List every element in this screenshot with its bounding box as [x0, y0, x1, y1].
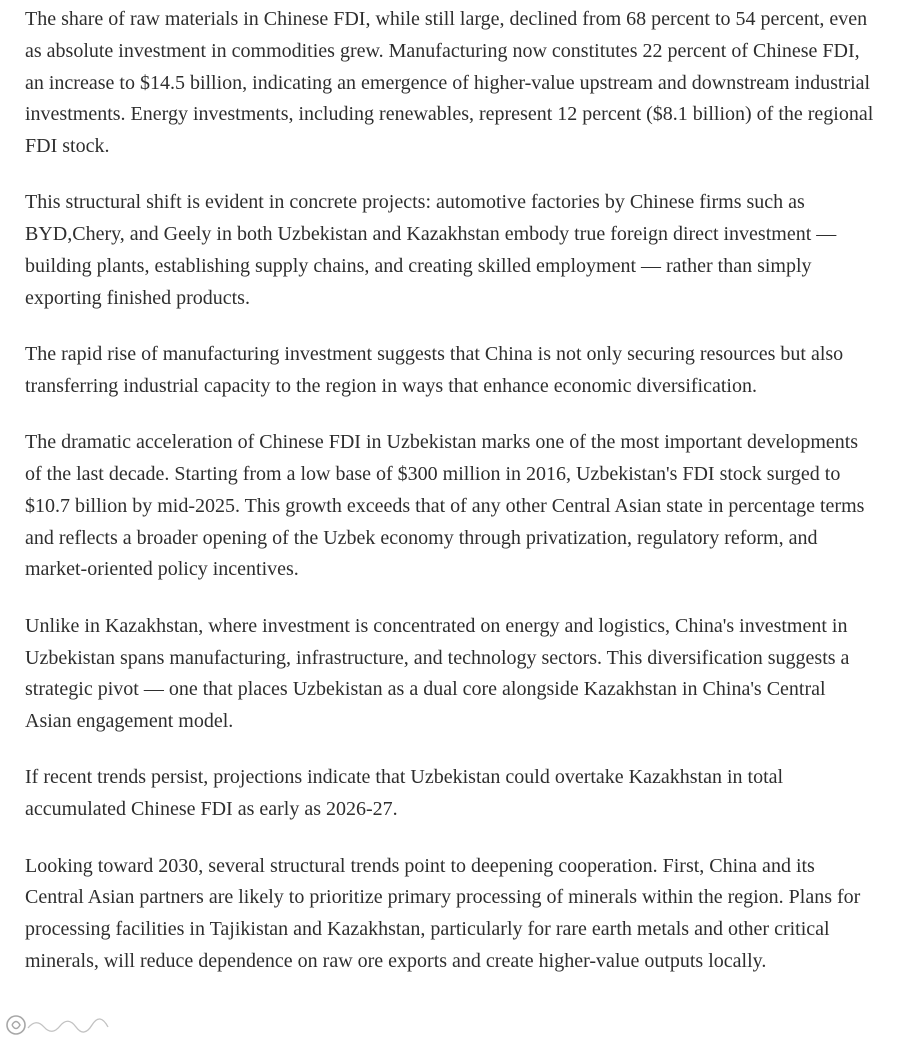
paragraph-projection: If recent trends persist, projections indicate that Uzbekistan could overtake Kazakhstan in total accumulated Chinese FDI as early as 2026-27.: [25, 766, 784, 821]
article-body: [25, 4, 875, 1002]
watermark-swirl: [12, 1022, 20, 1029]
paragraph-kazakhstan-comparison: Unlike in Kazakhstan, where investment is concentrated on energy and logistics, China's investment in Uzbekistan spans manufacturing, infrastructure, and technology sectors. This diversification suggests a strategic pivot — one that places Uzbekistan as a dual core alongside Kazakhstan in China's Central Asian engagement model.: [25, 614, 850, 733]
watermark-circle-outer: [7, 1016, 25, 1034]
paragraph-raw-materials-share: The share of raw materials in Chinese FDI, while still large, declined from 68 percent to 54 percent, even as absolute investment in commodities grew. Manufacturing now constitutes 22 percent of Chinese FDI, an increase to $14.5 billion, indicating an emergence of higher-value upstream and downstream industrial investments. Energy investments, including renewables, represent 12 percent ($8.1 billion) of the regional FDI stock.: [25, 8, 874, 158]
paragraph-structural-shift: This structural shift is evident in concrete projects: automotive factories by Chinese firms such as BYD,Chery, and Geely in both Uzbekistan and Kazakhstan embody true foreign direct investment — building plants, establishing supply chains, and creating skilled employment — rather than simply exporting finished products.: [25, 191, 837, 309]
paragraph-outlook-2030: Looking toward 2030, several structural trends point to deepening cooperation. First, China and its Central Asian partners are likely to prioritize primary processing of minerals within the region. Plans for processing facilities in Tajikistan and Kazakhstan, particularly for rare earth metals and other critical minerals, will reduce dependence on raw ore exports and create higher-value outputs locally.: [25, 854, 861, 972]
watermark-logo-icon: [4, 1012, 124, 1038]
paragraph-uzbekistan-acceleration: The dramatic acceleration of Chinese FDI in Uzbekistan marks one of the most important developments of the last decade. Starting from a low base of $300 million in 2016, Uzbekistan's FDI stock surged to $10.7 billion by mid-2025. This growth exceeds that of any other Central Asian state in percentage terms and reflects a broader opening of the Uzbek economy through privatization, regulatory reform, and market-oriented policy incentives.: [25, 431, 865, 581]
paragraph-manufacturing-rise: The rapid rise of manufacturing investment suggests that China is not only securing resources but also transferring industrial capacity to the region in ways that enhance economic diversification.: [25, 343, 844, 397]
watermark-scribble: [28, 1019, 108, 1032]
